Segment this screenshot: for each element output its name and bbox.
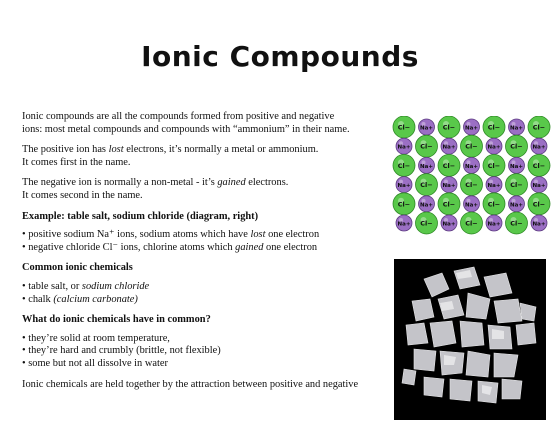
- chloride-label: Cl−: [420, 181, 433, 190]
- text-run: It comes first in the name.: [22, 156, 131, 168]
- bullet-item: [22, 281, 387, 294]
- sodium-label: Na+: [532, 221, 546, 228]
- bullet-item: • some but not all dissolve in water: [22, 357, 168, 369]
- text-run: • negative chloride Cl⁻ ions, chlorine atoms which: [22, 241, 236, 253]
- negative-ion-paragraph: [22, 177, 387, 202]
- salt-crystals-image: [394, 259, 546, 420]
- text-run: one electron: [263, 241, 318, 253]
- text-run: The negative ion is normally a non-metal - it’s: [22, 177, 218, 189]
- body-text: [22, 111, 387, 391]
- sodium-label: Na+: [487, 221, 501, 228]
- text-run: • positive sodium Na⁺ ions, sodium atoms which have: [22, 229, 251, 241]
- text-run: one electron: [265, 229, 320, 241]
- text-run: • chalk: [22, 293, 54, 305]
- chloride-label: Cl−: [487, 123, 501, 132]
- intro-line: Ionic compounds are all the compounds formed from positive and negative: [22, 111, 335, 122]
- bullet-item: • they’re solid at room temperature,: [22, 332, 170, 344]
- sodium-label: Na+: [487, 144, 501, 151]
- text-run: The positive ion has: [22, 144, 109, 156]
- chloride-label: Cl−: [397, 200, 411, 209]
- common-heading: Common ionic chemicals: [22, 262, 133, 274]
- chloride-label: Cl−: [532, 123, 546, 132]
- sodium-label: Na+: [510, 125, 523, 132]
- sodium-chloride-lattice-diagram: [392, 116, 552, 235]
- sodium-label: Na+: [442, 221, 456, 228]
- chloride-label: Cl−: [420, 142, 433, 151]
- chloride-label: Cl−: [397, 123, 411, 132]
- chloride-label: Cl−: [532, 161, 546, 170]
- sodium-label: Na+: [442, 144, 456, 151]
- sodium-label: Na+: [397, 221, 411, 228]
- sodium-label: Na+: [487, 183, 501, 190]
- text-run: electrons.: [245, 177, 289, 189]
- sodium-label: Na+: [510, 163, 523, 170]
- chloride-label: Cl−: [442, 123, 456, 132]
- sodium-label: Na+: [442, 183, 456, 190]
- text-run: It comes second in the name.: [22, 189, 143, 201]
- page-title: Ionic Compounds: [141, 40, 419, 73]
- text-run: • table salt, or: [22, 280, 82, 292]
- sodium-label: Na+: [465, 202, 478, 209]
- chloride-label: Cl−: [510, 142, 523, 151]
- sodium-label: Na+: [397, 183, 411, 190]
- sodium-label: Na+: [420, 202, 433, 209]
- chloride-label: Cl−: [532, 200, 546, 209]
- emphasis: gained: [235, 241, 264, 253]
- chloride-label: Cl−: [510, 181, 523, 190]
- bullet-item: • they’re hard and crumbly (brittle, not flexible): [22, 345, 221, 357]
- emphasis: lost: [250, 229, 266, 241]
- bullet-item: [22, 242, 387, 255]
- chloride-label: Cl−: [420, 219, 433, 228]
- chloride-label: Cl−: [465, 219, 478, 228]
- common-question-heading: What do ionic chemicals have in common?: [22, 314, 211, 326]
- chloride-label: Cl−: [442, 161, 456, 170]
- sodium-label: Na+: [532, 183, 546, 190]
- intro-line: ions: most metal compounds and compounds with “ammonium” in their name.: [22, 123, 350, 135]
- closing-line: Ionic chemicals are held together by the attraction between positive and negative: [22, 378, 359, 390]
- emphasis: (calcium carbonate): [53, 293, 138, 305]
- bullet-item: [22, 294, 387, 307]
- salt-crystals-photo: [394, 259, 546, 420]
- bullet-item: [22, 229, 387, 242]
- chloride-label: Cl−: [487, 200, 501, 209]
- chloride-label: Cl−: [442, 200, 456, 209]
- emphasis: lost: [108, 144, 124, 156]
- example-heading: Example: table salt, sodium chloride (diagram, right): [22, 210, 259, 222]
- emphasis: gained: [217, 177, 246, 189]
- text-run: electrons, it’s normally a metal or ammonium.: [123, 144, 319, 156]
- chloride-label: Cl−: [465, 142, 478, 151]
- emphasis: sodium chloride: [81, 280, 150, 292]
- sodium-label: Na+: [510, 202, 523, 209]
- lattice-svg: [392, 116, 552, 235]
- chloride-label: Cl−: [397, 161, 411, 170]
- chloride-label: Cl−: [487, 161, 501, 170]
- chloride-label: Cl−: [465, 181, 478, 190]
- sodium-label: Na+: [465, 125, 478, 132]
- chloride-label: Cl−: [510, 219, 523, 228]
- positive-ion-paragraph: [22, 144, 387, 169]
- sodium-label: Na+: [420, 163, 433, 170]
- sodium-label: Na+: [532, 144, 546, 151]
- sodium-label: Na+: [420, 125, 433, 132]
- sodium-label: Na+: [397, 144, 411, 151]
- sodium-label: Na+: [465, 163, 478, 170]
- intro-paragraph: [22, 111, 387, 136]
